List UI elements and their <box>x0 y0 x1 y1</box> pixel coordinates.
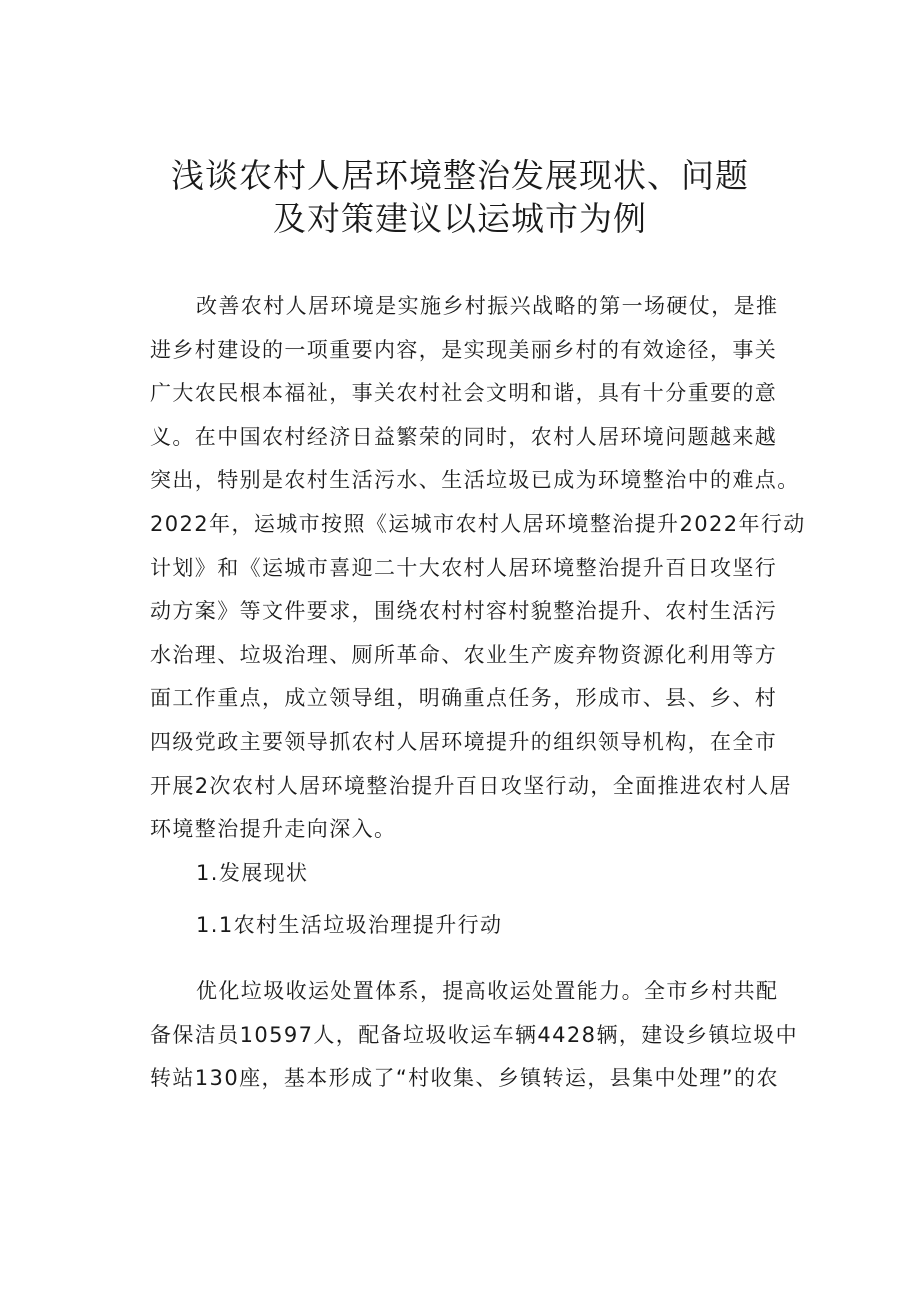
paragraph-line: 面工作重点，成立领导组，明确重点任务，形成市、县、乡、村 <box>150 686 778 711</box>
paragraph-line: 突出，特别是农村生活污水、生活垃圾已成为环境整治中的难点。 <box>150 468 800 493</box>
paragraph-line: 改善农村人居环境是实施乡村振兴战略的第一场硬仗，是推 <box>196 294 779 318</box>
paragraph-line: 进乡村建设的一项重要内容，是实现美丽乡村的有效途径，事关 <box>150 337 778 362</box>
section-heading <box>150 852 810 896</box>
paragraph-line: 环境整治提升走向深入。 <box>150 817 397 842</box>
paragraph-line: 计划》和《运城市喜迎二十大农村人居环境整治提升百日攻坚行 <box>150 555 778 580</box>
paragraph-line: 水治理、垃圾治理、厕所革命、农业生产废弃物资源化利用等方 <box>150 642 778 667</box>
section-paragraph <box>150 970 810 1101</box>
document-title-line-1: 浅谈农村人居环境整治发展现状、问题 <box>171 156 749 195</box>
paragraph-line: 广大农民根本福祉，事关农村社会文明和谐，具有十分重要的意 <box>150 381 778 406</box>
section-heading-text: 1.发展现状 <box>196 861 309 885</box>
subsection-heading <box>150 904 810 948</box>
paragraph-line: 动方案》等文件要求，围绕农村村容村貌整治提升、农村生活污 <box>150 599 778 624</box>
paragraph-line: 开展2次农村人居环境整治提升百日攻坚行动，全面推进农村人居 <box>150 773 792 798</box>
document-title-line-2: 及对策建议以运城市为例 <box>273 199 647 238</box>
paragraph-line: 2022年，运城市按照《运城市农村人居环境整治提升2022年行动 <box>150 511 806 536</box>
paragraph-line: 优化垃圾收运处置体系，提高收运处置能力。全市乡村共配 <box>196 979 779 1003</box>
paragraph-line: 四级党政主要领导抓农村人居环境提升的组织领导机构，在全市 <box>150 729 778 754</box>
paragraph-line: 备保洁员10597人，配备垃圾收运车辆4428辆，建设乡镇垃圾中 <box>150 1022 799 1047</box>
paragraph-line: 转站130座，基本形成了“村收集、乡镇转运，县集中处理”的农 <box>150 1066 779 1091</box>
subsection-heading-text: 1.1农村生活垃圾治理提升行动 <box>196 913 503 937</box>
intro-paragraph <box>150 285 810 852</box>
paragraph-line: 义。在中国农村经济日益繁荣的同时，农村人居环境问题越来越 <box>150 424 778 449</box>
